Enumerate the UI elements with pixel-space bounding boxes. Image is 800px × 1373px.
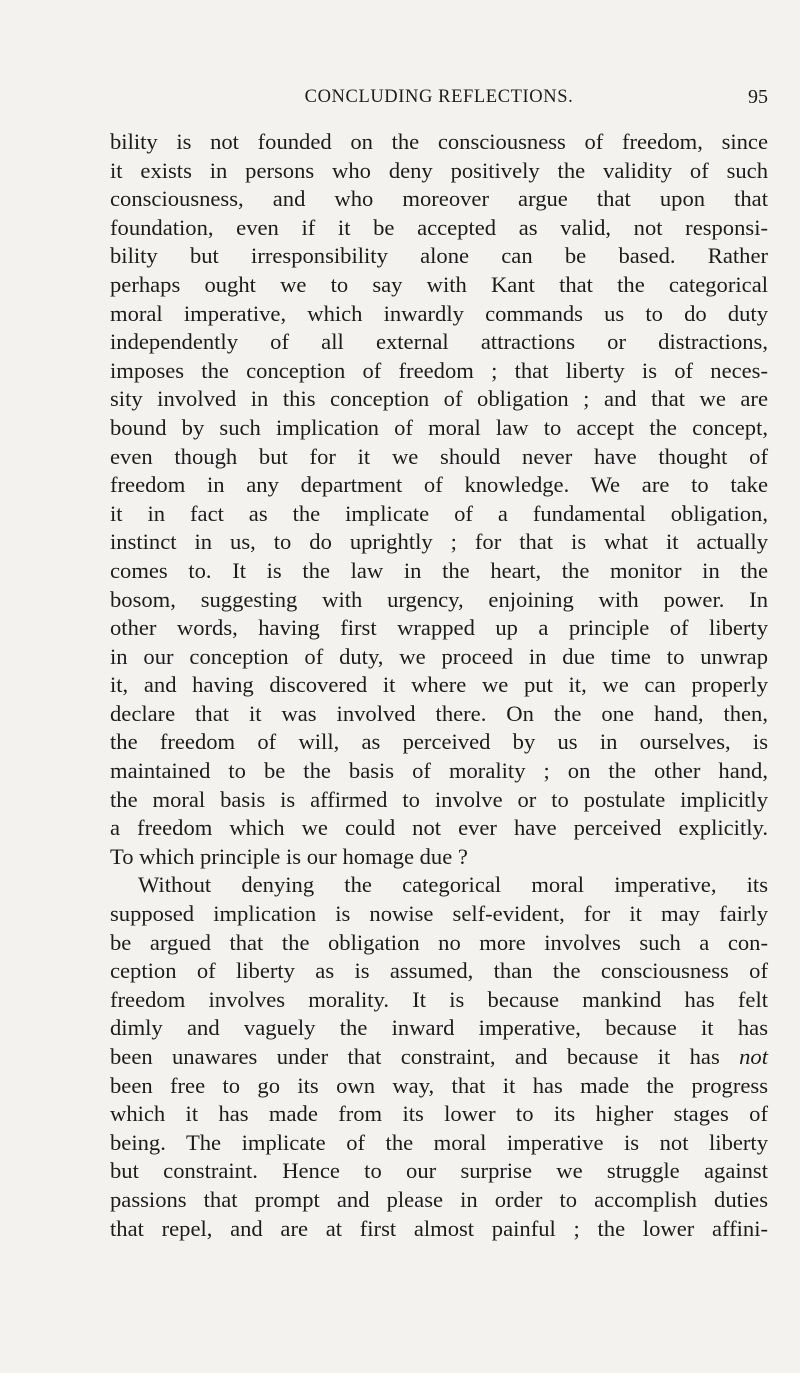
text-line: been free to go its own way, that it has made the progress [110,1072,768,1098]
text-line: foundation, even if it be accepted as valid, not responsi- [110,214,768,240]
text-line: bility is not founded on the consciousness of freedom, since [110,129,768,154]
running-head [110,84,768,110]
text-line: bosom, suggesting with urgency, enjoining with power. In [110,586,768,612]
text-line: bound by such implication of moral law to accept the concept, [110,414,768,440]
text-line: perhaps ought we to say with Kant that the categorical [110,271,768,297]
text-line: but constraint. Hence to our surprise we struggle against [110,1158,768,1184]
text-line: supposed implication is nowise self-evident, for it may fairly [110,901,768,927]
text-line-with-emphasis [110,1043,768,1072]
text-line: it, and having discovered it where we put it, we can properly [110,672,768,698]
text-line: freedom in any department of knowledge. We are to take [110,472,768,498]
text-segment: been unawares under that constraint, and because it has [110,1044,740,1069]
text-line: other words, having first wrapped up a principle of liberty [110,615,768,641]
paragraph-start-line: Without denying the categorical moral imperative, its [138,872,768,898]
text-line: being. The implicate of the moral imperative is not liberty [110,1129,768,1155]
text-line: a freedom which we could not ever have perceived explicitly. [110,815,768,841]
text-line: independently of all external attractions or distractions, [110,329,768,355]
text-line: moral imperative, which inwardly commands us to do duty [110,300,768,326]
page-number: 95 [748,86,768,108]
text-line: imposes the conception of freedom ; that liberty is of neces- [110,357,768,383]
text-line: passions that prompt and please in order to accomplish duties [110,1186,768,1212]
text-line: which it has made from its lower to its higher stages of [110,1101,768,1127]
text-line: instinct in us, to do uprightly ; for that is what it actually [110,529,768,555]
body-text [110,128,768,1243]
italic-emphasis: not [739,1044,768,1069]
text-line: in our conception of duty, we proceed in due time to unwrap [110,643,768,669]
text-line: dimly and vaguely the inward imperative, because it has [110,1015,768,1041]
text-line: it exists in persons who deny positively the validity of such [110,157,768,183]
text-line: freedom involves morality. It is because mankind has felt [110,986,768,1012]
text-line: maintained to be the basis of morality ; on the other hand, [110,758,768,784]
text-line: that repel, and are at first almost painful ; the lower affini- [110,1215,768,1241]
text-line: even though but for it we should never have thought of [110,443,768,469]
text-line: declare that it was involved there. On the one hand, then, [110,700,768,726]
text-line: consciousness, and who moreover argue that upon that [110,186,768,212]
text-line: be argued that the obligation no more involves such a con- [110,929,768,955]
text-line: bility but irresponsibility alone can be based. Rather [110,243,768,269]
paragraph-end-line: To which principle is our homage due ? [110,843,468,869]
running-title: CONCLUDING REFLECTIONS. [304,87,574,107]
text-line: ception of liberty as is assumed, than the consciousness of [110,958,768,984]
text-line: the moral basis is affirmed to involve or to postulate implicitly [110,786,768,812]
text-line: the freedom of will, as perceived by us in ourselves, is [110,729,768,755]
text-line: comes to. It is the law in the heart, the monitor in the [110,557,768,583]
text-line: sity involved in this conception of obligation ; and that we are [110,386,768,412]
text-line: it in fact as the implicate of a fundamental obligation, [110,500,768,526]
